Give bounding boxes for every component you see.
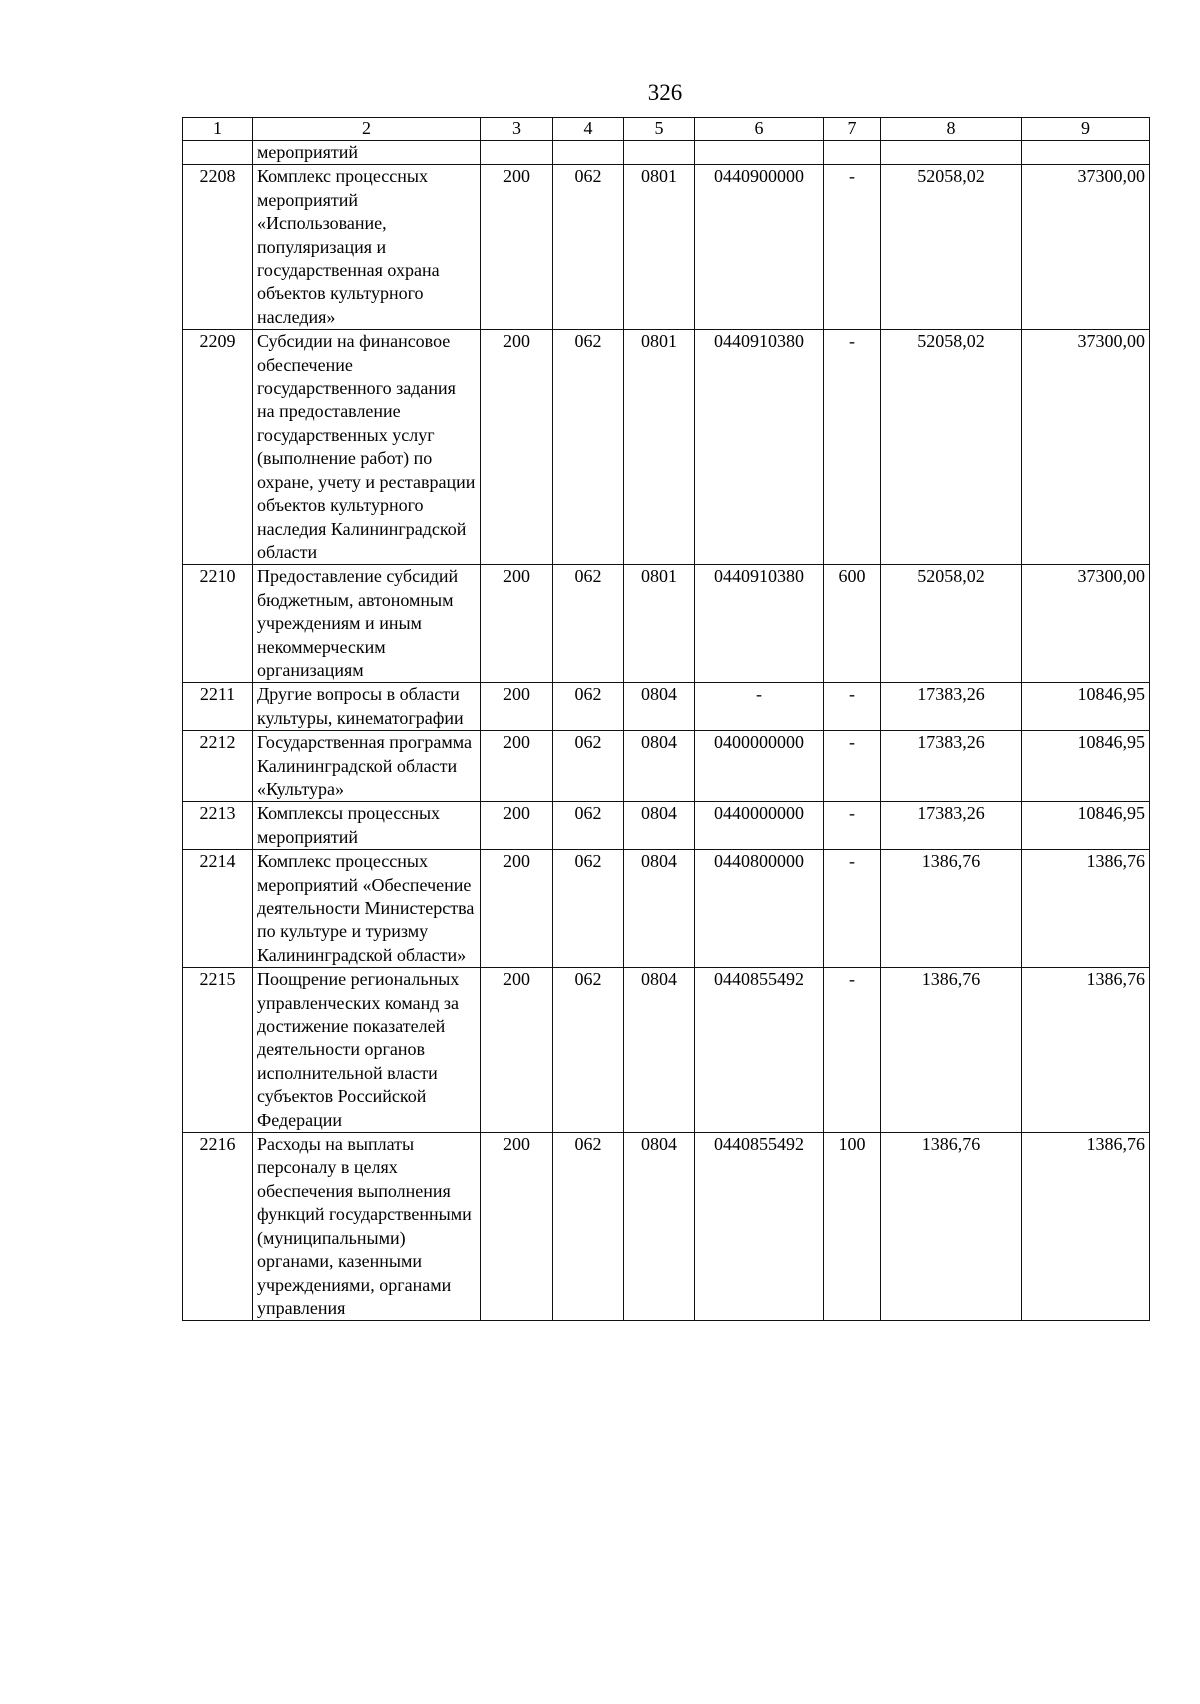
row-number: 2215 — [183, 968, 253, 1133]
cell-col4: 062 — [553, 330, 624, 565]
cell-col3 — [481, 141, 553, 165]
cell-col6: 0440855492 — [695, 968, 824, 1133]
cell-col7: - — [824, 683, 881, 731]
row-number: 2216 — [183, 1133, 253, 1321]
cell-col5: 0804 — [624, 1133, 695, 1321]
cell-col7: 600 — [824, 565, 881, 683]
cell-col8: 1386,76 — [881, 850, 1022, 968]
row-number — [183, 141, 253, 165]
cell-col7 — [824, 141, 881, 165]
cell-col3: 200 — [481, 968, 553, 1133]
cell-col9: 37300,00 — [1022, 165, 1150, 330]
column-header: 4 — [553, 118, 624, 141]
cell-col9: 37300,00 — [1022, 565, 1150, 683]
cell-col3: 200 — [481, 731, 553, 802]
cell-col3: 200 — [481, 802, 553, 850]
row-number: 2213 — [183, 802, 253, 850]
cell-col6: 0440910380 — [695, 565, 824, 683]
cell-col7: - — [824, 850, 881, 968]
cell-col7: - — [824, 802, 881, 850]
cell-col9: 10846,95 — [1022, 731, 1150, 802]
row-name: Комплекс процессных мероприятий «Обеспечение деятельности Министерства по культуре и туризму Калининградской области» — [253, 850, 481, 968]
row-number: 2209 — [183, 330, 253, 565]
cell-col5: 0804 — [624, 802, 695, 850]
cell-col8: 1386,76 — [881, 1133, 1022, 1321]
table-row — [183, 141, 1150, 165]
column-header: 1 — [183, 118, 253, 141]
page-number: 326 — [647, 80, 683, 105]
cell-col3: 200 — [481, 330, 553, 565]
column-header: 7 — [824, 118, 881, 141]
cell-col4: 062 — [553, 165, 624, 330]
cell-col8: 17383,26 — [881, 802, 1022, 850]
cell-col3: 200 — [481, 565, 553, 683]
row-name: Поощрение региональных управленческих команд за достижение показателей деятельности органов исполнительной власти субъектов Российской Федерации — [253, 968, 481, 1133]
column-header: 8 — [881, 118, 1022, 141]
column-header: 2 — [253, 118, 481, 141]
cell-col9 — [1022, 141, 1150, 165]
table-row — [183, 968, 1150, 1133]
row-number: 2208 — [183, 165, 253, 330]
table-row — [183, 330, 1150, 565]
row-name: Государственная программа Калининградской области «Культура» — [253, 731, 481, 802]
cell-col6: - — [695, 683, 824, 731]
table-row — [183, 802, 1150, 850]
cell-col9: 1386,76 — [1022, 850, 1150, 968]
cell-col5: 0804 — [624, 683, 695, 731]
table-row — [183, 850, 1150, 968]
row-number: 2214 — [183, 850, 253, 968]
cell-col4: 062 — [553, 802, 624, 850]
cell-col4 — [553, 141, 624, 165]
cell-col4: 062 — [553, 565, 624, 683]
table-row — [183, 565, 1150, 683]
cell-col8: 17383,26 — [881, 683, 1022, 731]
cell-col3: 200 — [481, 1133, 553, 1321]
cell-col9: 10846,95 — [1022, 802, 1150, 850]
cell-col6: 0440900000 — [695, 165, 824, 330]
row-name: Комплексы процессных мероприятий — [253, 802, 481, 850]
cell-col6: 0400000000 — [695, 731, 824, 802]
cell-col5: 0801 — [624, 330, 695, 565]
cell-col8: 52058,02 — [881, 165, 1022, 330]
cell-col7: 100 — [824, 1133, 881, 1321]
cell-col8: 1386,76 — [881, 968, 1022, 1133]
cell-col5: 0804 — [624, 968, 695, 1133]
cell-col7: - — [824, 165, 881, 330]
cell-col4: 062 — [553, 731, 624, 802]
row-name: мероприятий — [253, 141, 481, 165]
cell-col3: 200 — [481, 850, 553, 968]
table-row — [183, 683, 1150, 731]
cell-col8: 52058,02 — [881, 565, 1022, 683]
cell-col6 — [695, 141, 824, 165]
cell-col9: 1386,76 — [1022, 1133, 1150, 1321]
cell-col6: 0440000000 — [695, 802, 824, 850]
column-header: 5 — [624, 118, 695, 141]
table-row — [183, 1133, 1150, 1321]
cell-col5: 0801 — [624, 165, 695, 330]
cell-col9: 37300,00 — [1022, 330, 1150, 565]
cell-col5: 0804 — [624, 850, 695, 968]
column-header: 3 — [481, 118, 553, 141]
row-name: Расходы на выплаты персоналу в целях обеспечения выполнения функций государственными (муниципальными) органами, казенными учреждениями, органами управления — [253, 1133, 481, 1321]
cell-col5: 0801 — [624, 565, 695, 683]
row-name: Комплекс процессных мероприятий «Использование, популяризация и государственная охрана объектов культурного наследия» — [253, 165, 481, 330]
row-name: Другие вопросы в области культуры, кинематографии — [253, 683, 481, 731]
row-number: 2210 — [183, 565, 253, 683]
table-row — [183, 731, 1150, 802]
column-header: 6 — [695, 118, 824, 141]
cell-col7: - — [824, 968, 881, 1133]
cell-col9: 1386,76 — [1022, 968, 1150, 1133]
row-number: 2212 — [183, 731, 253, 802]
budget-table — [182, 117, 1150, 1321]
cell-col5: 0804 — [624, 731, 695, 802]
cell-col6: 0440855492 — [695, 1133, 824, 1321]
row-number: 2211 — [183, 683, 253, 731]
cell-col4: 062 — [553, 850, 624, 968]
cell-col8: 17383,26 — [881, 731, 1022, 802]
cell-col6: 0440800000 — [695, 850, 824, 968]
cell-col4: 062 — [553, 683, 624, 731]
row-name: Предоставление субсидий бюджетным, автономным учреждениям и иным некоммерческим организациям — [253, 565, 481, 683]
cell-col3: 200 — [481, 165, 553, 330]
cell-col4: 062 — [553, 1133, 624, 1321]
cell-col8: 52058,02 — [881, 330, 1022, 565]
cell-col7: - — [824, 330, 881, 565]
row-name: Субсидии на финансовое обеспечение государственного задания на предоставление государственных услуг (выполнение работ) по охране, учету и реставрации объектов культурного наследия Калининградской области — [253, 330, 481, 565]
cell-col5 — [624, 141, 695, 165]
cell-col9: 10846,95 — [1022, 683, 1150, 731]
cell-col6: 0440910380 — [695, 330, 824, 565]
column-header: 9 — [1022, 118, 1150, 141]
cell-col8 — [881, 141, 1022, 165]
table-row — [183, 165, 1150, 330]
cell-col3: 200 — [481, 683, 553, 731]
cell-col7: - — [824, 731, 881, 802]
column-number-row — [183, 118, 1150, 141]
cell-col4: 062 — [553, 968, 624, 1133]
